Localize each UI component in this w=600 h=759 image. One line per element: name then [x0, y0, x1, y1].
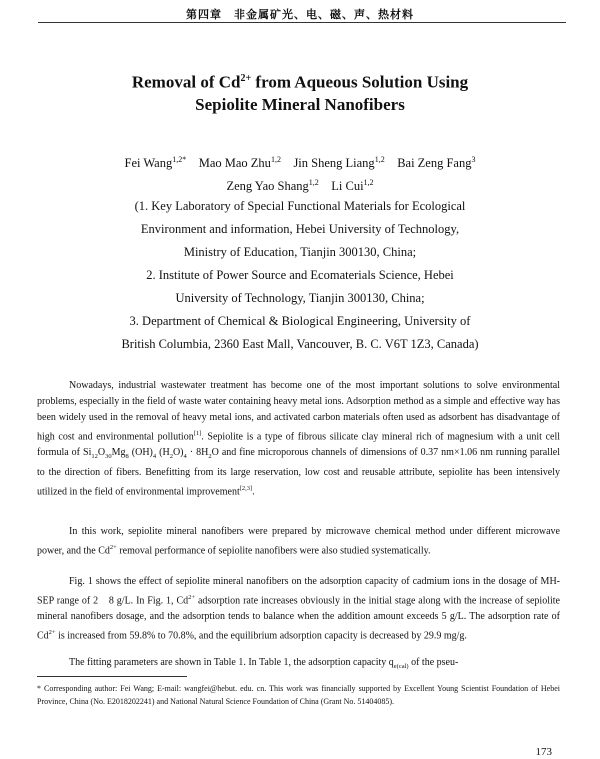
author-name: Zeng Yao Shang	[226, 179, 309, 194]
text-run: · 8H	[186, 447, 209, 459]
author-name: Fei Wang	[124, 156, 173, 171]
body-paragraph-2	[37, 524, 560, 559]
author-affil: 3	[471, 155, 476, 164]
affiliation-line: 2. Institute of Power Source and Ecomaterials Science, Hebei	[146, 268, 454, 282]
body-paragraph-4	[37, 655, 560, 675]
text-run: (H	[156, 447, 170, 459]
affiliation-line: Environment and information, Hebei University of Technology,	[140, 222, 460, 236]
header-rule	[38, 22, 566, 23]
paper-title	[60, 68, 540, 116]
title-line2: Sepiolite Mineral Nanofibers	[195, 94, 405, 114]
author-affil: 1,2	[374, 155, 385, 164]
author-affil: 1,2*	[172, 155, 187, 164]
text-run: .	[252, 486, 255, 498]
footnote-rule	[37, 676, 187, 677]
subscript: 30	[105, 453, 112, 461]
affiliation-line: British Columbia, 2360 East Mall, Vancouver, B. C. V6T 1Z3, Canada)	[121, 337, 479, 351]
author-affil: 1,2	[270, 155, 281, 164]
text-run: . Sepiolite is a type of fibrous silicate clay mineral rich of magnesium with a unit cell formula of Si	[37, 431, 561, 459]
author-name: Bai Zeng Fang	[397, 156, 472, 171]
author-affil: 1,2	[308, 178, 319, 187]
text-run: (OH)	[128, 447, 153, 459]
author-line-2	[60, 173, 540, 196]
citation: [1]	[193, 430, 202, 437]
subscript: 12	[91, 453, 98, 461]
title-superscript: 2+	[240, 73, 252, 84]
body-paragraph-3	[37, 574, 560, 645]
superscript: 2+	[48, 629, 56, 637]
text-run: Mg	[111, 447, 126, 459]
citation: [2,3]	[239, 485, 253, 493]
title-line1-text: Removal of Cd	[131, 72, 241, 92]
affiliation-line: University of Technology, Tianjin 300130, China;	[175, 291, 425, 305]
author-name: Mao Mao Zhu	[198, 156, 271, 171]
text-run: removal performance of sepiolite nanofibers were also studied systematically.	[116, 545, 431, 557]
running-header: 第四章 非金属矿光、电、磁、声、热材料	[186, 8, 414, 21]
text-run: O)	[172, 447, 184, 459]
text-run: is increased from 59.8% to 70.8%, and the equilibrium adsorption capacity is decreased by 29.9 mg/g.	[55, 630, 467, 642]
affiliation-line: (1. Key Laboratory of Special Functional Materials for Ecological	[134, 199, 466, 213]
body-paragraph-1	[37, 378, 560, 501]
subscript: 4	[183, 453, 187, 461]
author-line-1	[60, 150, 540, 173]
text-run: O	[97, 447, 106, 459]
superscript: 2+	[109, 544, 117, 551]
footnote: * Corresponding author: Fei Wang; E-mail: wangfei@hebut. edu. cn. This work was financially supported by Excellent Young Scientist Foundation of Hebei Province, China (No. E2018202241) and National Natural Science Foundation of China (Grant No. 51404085).	[37, 684, 560, 706]
author-name: Jin Sheng Liang	[293, 156, 375, 171]
subscript: 2	[208, 453, 212, 461]
affiliation-line: 3. Department of Chemical & Biological Engineering, University of	[129, 314, 471, 328]
subscript: e(cal)	[393, 663, 409, 670]
superscript: 2+	[188, 594, 196, 601]
text-run: Nowadays, industrial wastewater treatment has become one of the most important solutions to solve environmental problems, especially in the field of waste water containing heavy metal ions. Adsorption method as a simple and effective way has been widely used in the removal of heavy metal ions, and activated carbon materials often used as adsorbent has disadvantage of high cost and environmental pollution	[37, 380, 560, 443]
text-run: Fig. 1 shows the effect of sepiolite mineral nanofibers on the adsorption capacity of cadmium ions in the dosage of MH-SEP range of 2 8 g/L. In Fig. 1, Cd	[37, 576, 560, 607]
text-run: In this work, sepiolite mineral nanofibers were prepared by microwave chemical method under different microwave power, and the Cd	[37, 526, 560, 557]
title-line1-rest: from Aqueous Solution Using	[251, 72, 469, 92]
subscript: 4	[152, 453, 157, 461]
text-run: O and fine microporous channels of dimensions of 0.37 nm×1.06 nm running parallel to the direction of fibers. Benefitting from its large reservation, low cost and reusable attribute, sepiolite has been intensively utilized in the field of environmental improvement	[37, 447, 560, 498]
text-run: The fitting parameters are shown in Table 1. In Table 1, the adsorption capacity q	[69, 657, 394, 668]
text-run: adsorption rate increases obviously in the initial stage along with the increase of sepiolite mineral nanofibers dosage, and the adsorption tends to balance when the addition amount exceeds 5 g/L. The adsorption rate of Cd	[37, 595, 560, 642]
author-affil: 1,2	[363, 178, 374, 187]
text-run: of the pseu-	[408, 657, 459, 668]
affiliation-line: Ministry of Education, Tianjin 300130, China;	[183, 245, 417, 259]
subscript: 8	[125, 453, 129, 461]
page-number: 173	[535, 746, 552, 758]
subscript: 2	[169, 453, 173, 461]
author-name: Li Cui	[331, 179, 364, 194]
